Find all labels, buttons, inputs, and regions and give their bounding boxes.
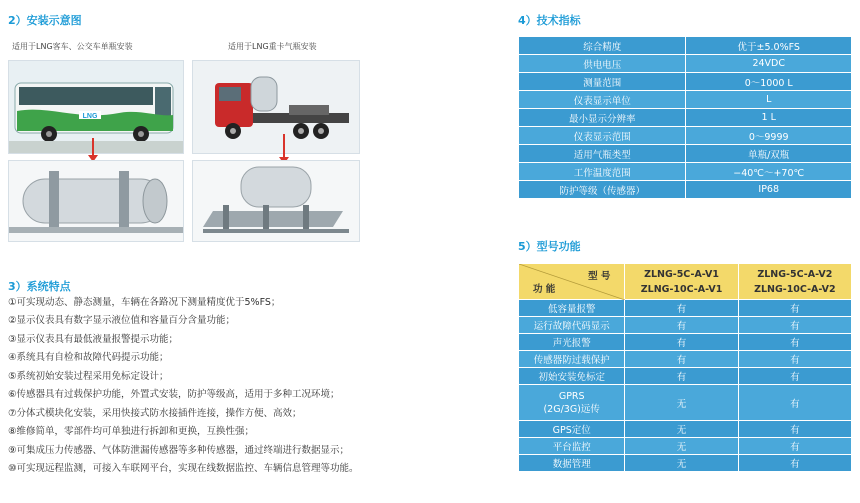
table-row	[519, 317, 852, 334]
v1-value: 有	[625, 317, 738, 334]
v1-value: 有	[625, 300, 738, 317]
feature-item: ⑧维修简单，零部件均可单独进行拆卸和更换，互换性强；	[8, 426, 255, 437]
spec-key: 适用气瓶类型	[519, 145, 686, 163]
function-name: 运行故障代码显示	[519, 317, 625, 334]
feature-item: ⑦分体式模块化安装，采用快接式防水接插件连接，操作方便、高效；	[8, 408, 302, 419]
spec-value: L	[686, 91, 852, 109]
arrow-bus	[92, 138, 94, 156]
tech-title: 4）技术指标	[518, 14, 581, 27]
v1-value: 有	[625, 351, 738, 368]
v2-value: 有	[738, 455, 851, 472]
spec-key: 测量范围	[519, 73, 686, 91]
function-name-line: (2G/3G)远传	[543, 403, 600, 415]
bus-photo	[8, 60, 184, 154]
model-name: ZLNG-10C-A-V2	[754, 283, 836, 295]
function-name: 数据管理	[519, 455, 625, 472]
bus-lng-sign: LNG	[82, 113, 98, 120]
table-row	[519, 455, 852, 472]
table-row	[519, 145, 852, 163]
feature-item: ⑨可集成压力传感器、气体防泄漏传感器等多种传感器，通过终端进行数据显示；	[8, 445, 350, 456]
model-function-table	[518, 263, 852, 472]
table-row	[519, 127, 852, 145]
feature-item: ⑥传感器具有过载保护功能，外置式安装，防护等级高，适用于多种工况环境；	[8, 389, 340, 400]
spec-value: 0～9999	[686, 127, 852, 145]
v1-value: 无	[625, 421, 738, 438]
spec-value: 24VDC	[686, 55, 852, 73]
table-row	[519, 181, 852, 199]
function-name-line: GPRS	[558, 390, 585, 402]
features-title: 3）系统特点	[8, 280, 71, 293]
v2-value: 有	[738, 385, 851, 421]
table-row	[519, 385, 852, 421]
v2-value: 有	[738, 421, 851, 438]
spec-key: 仪表显示单位	[519, 91, 686, 109]
table-row	[519, 37, 852, 55]
function-name: 初始安装免标定	[519, 368, 625, 385]
spec-key: 防护等级（传感器）	[519, 181, 686, 199]
spec-key: 供电电压	[519, 55, 686, 73]
caption-bus: 适用于LNG客车、公交车单瓶安装	[12, 42, 133, 51]
v1-value: 无	[625, 455, 738, 472]
function-name: GPS定位	[519, 421, 625, 438]
feature-item: ⑩可实现远程监测，可接入车联网平台，实现在线数据监控、车辆信息管理等功能。	[8, 463, 359, 474]
model-name: ZLNG-5C-A-V2	[757, 268, 833, 280]
spec-key: 工作温度范围	[519, 163, 686, 181]
v2-value: 有	[738, 317, 851, 334]
table-row	[519, 91, 852, 109]
feature-item: ①可实现动态、静态测量，车辆在各路况下测量精度优于5%FS；	[8, 297, 281, 308]
table-row	[519, 368, 852, 385]
spec-key: 综合精度	[519, 37, 686, 55]
table-header-row	[519, 264, 852, 300]
v1-value: 有	[625, 368, 738, 385]
feature-item: ②显示仪表具有数字显示液位值和容量百分含量功能；	[8, 315, 236, 326]
table-row	[519, 334, 852, 351]
function-name: 低容量报警	[519, 300, 625, 317]
spec-value: 优于±5.0%FS	[686, 37, 852, 55]
v1-value: 有	[625, 334, 738, 351]
column-header-v1	[625, 264, 738, 300]
v1-value: 无	[625, 438, 738, 455]
model-name: ZLNG-5C-A-V1	[644, 268, 720, 280]
model-title: 5）型号功能	[518, 240, 581, 253]
table-row	[519, 351, 852, 368]
corner-function-label: 功 能	[533, 284, 556, 295]
feature-item: ③显示仪表具有最低液量报警提示功能；	[8, 334, 179, 345]
function-name: 平台监控	[519, 438, 625, 455]
v2-value: 有	[738, 351, 851, 368]
table-row	[519, 421, 852, 438]
model-name: ZLNG-10C-A-V1	[640, 283, 723, 295]
feature-item: ⑤系统初始安装过程采用免标定设计；	[8, 371, 169, 382]
spec-value: IP68	[686, 181, 852, 199]
spec-key: 最小显示分辨率	[519, 109, 686, 127]
function-name: 传感器防过载保护	[519, 351, 625, 368]
header-corner	[519, 264, 625, 300]
column-header-v2	[738, 264, 851, 300]
spec-value: −40℃～+70℃	[686, 163, 852, 181]
truck-photo	[192, 60, 360, 154]
v2-value: 有	[738, 300, 851, 317]
bus-tank-render	[8, 160, 184, 242]
function-name: 声光报警	[519, 334, 625, 351]
install-title: 2）安装示意图	[8, 14, 82, 27]
v1-value: 无	[625, 385, 738, 421]
table-row	[519, 109, 852, 127]
tech-spec-table	[518, 36, 852, 199]
table-row	[519, 438, 852, 455]
truck-tank-render	[192, 160, 360, 242]
spec-value: 0～1000 L	[686, 73, 852, 91]
table-row	[519, 163, 852, 181]
v2-value: 有	[738, 334, 851, 351]
spec-value: 1 L	[686, 109, 852, 127]
corner-model-label: 型 号	[588, 271, 611, 282]
table-row	[519, 73, 852, 91]
v2-value: 有	[738, 438, 851, 455]
spec-key: 仪表显示范围	[519, 127, 686, 145]
v2-value: 有	[738, 368, 851, 385]
table-row	[519, 300, 852, 317]
caption-truck: 适用于LNG重卡气瓶安装	[228, 42, 317, 51]
feature-item: ④系统具有自检和故障代码提示功能；	[8, 352, 169, 363]
spec-value: 单瓶/双瓶	[686, 145, 852, 163]
arrow-truck	[283, 134, 285, 158]
table-row	[519, 55, 852, 73]
function-name	[519, 385, 625, 421]
